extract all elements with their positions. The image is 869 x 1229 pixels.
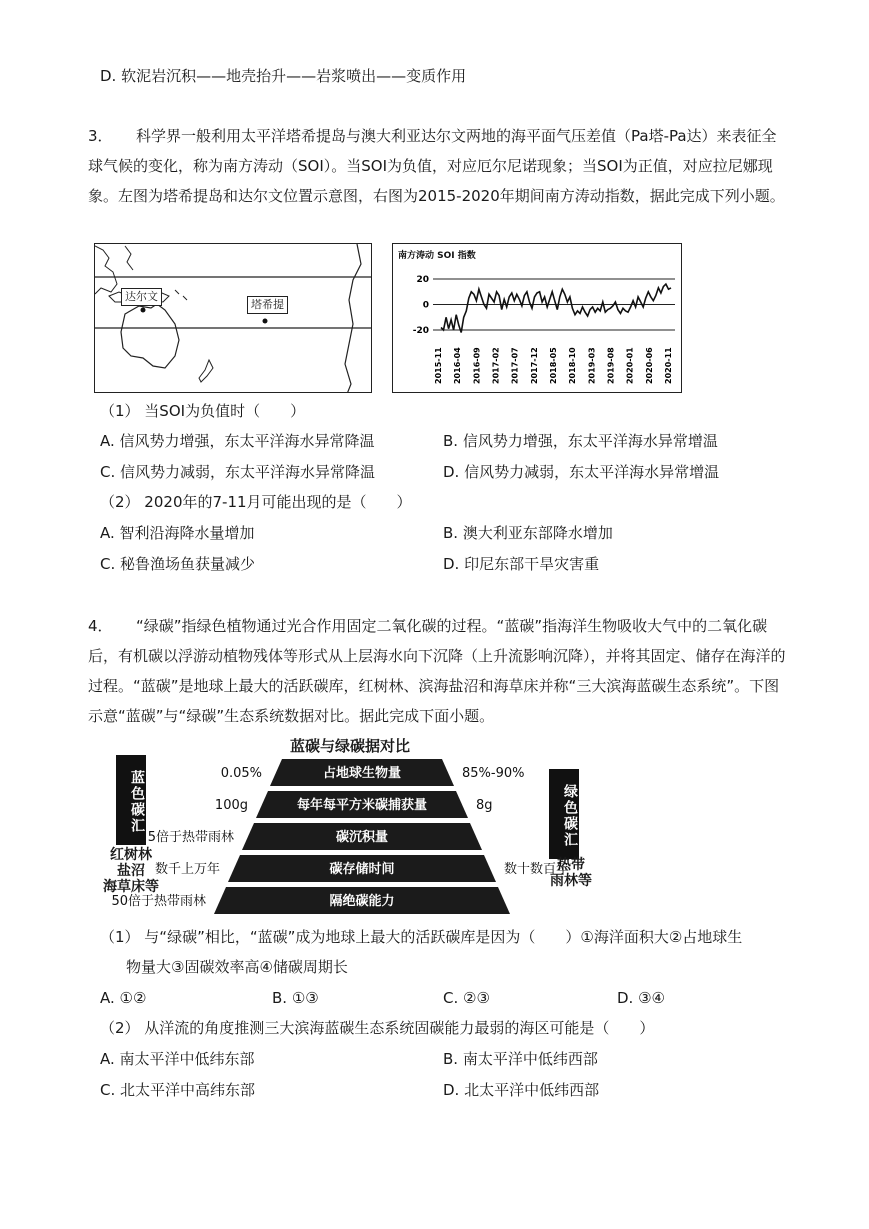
- q3-sub1-option-d[interactable]: D. 信风势力减弱，东太平洋海水异常增温: [443, 463, 720, 481]
- q3-stem-text: 科学界一般利用太平洋塔希提岛与澳大利亚达尔文两地的海平面气压差值（Pa塔-Pa达）来表征全球气候的变化，称为南方涛动（SOI）。当SOI为负值，对应厄尔尼诺现象；当SOI为正值，对应拉尼娜现象。左图为塔希提岛和达尔文位置示意图，右图为2015-2020年期间南方涛动指数，据此完成下列小题。: [88, 127, 785, 205]
- q4-sub2-option-a[interactable]: A. 南太平洋中低纬东部: [100, 1050, 255, 1068]
- soi-xtick-label: 2015-11: [434, 347, 443, 384]
- q4-sub1-option-c[interactable]: C. ②③: [443, 989, 490, 1007]
- q4-sub1-option-d[interactable]: D. ③④: [617, 989, 665, 1007]
- q3-sub1-stem: （1） 当SOI为负值时（ ）: [100, 402, 306, 420]
- map-drawing: [95, 244, 372, 393]
- soi-xtick-label: 2018-10: [568, 347, 578, 384]
- new-zealand: [199, 360, 213, 382]
- tahiti-dot: [263, 319, 268, 324]
- soi-chart-svg: [393, 244, 680, 391]
- q3-number: 3．: [88, 127, 113, 145]
- q3-sub1-option-a[interactable]: A. 信风势力增强，东太平洋海水异常降温: [100, 432, 375, 450]
- green-example-1: 热带: [557, 857, 585, 873]
- soi-ytick-label: 0: [422, 300, 429, 311]
- blue-carbon-value: 50倍于热带雨林: [111, 894, 206, 909]
- q4-stem: [88, 611, 788, 731]
- tahiti-label: 塔希提: [247, 296, 288, 314]
- q3-sub2-option-c[interactable]: C. 秘鲁渔场鱼获量减少: [100, 555, 256, 573]
- blue-example-3: 海草床等: [103, 879, 159, 895]
- soi-chart: [392, 243, 682, 393]
- q4-sub2-option-c[interactable]: C. 北太平洋中高纬东部: [100, 1081, 256, 1099]
- soi-xtick-label: 2020-01: [625, 347, 635, 384]
- q4-sub1-option-a[interactable]: A. ①②: [100, 989, 147, 1007]
- soi-ytick-label: 20: [416, 275, 429, 285]
- carbon-figure-title: 蓝碳与绿碳据对比: [290, 737, 411, 755]
- blue-carbon-value: 数千上万年: [154, 862, 220, 877]
- soi-xtick-label: 2018-05: [549, 347, 558, 384]
- q4-sub1-stem-line2: 物量大③固碳效率高④储碳周期长: [126, 958, 348, 976]
- blue-carbon-value: 0.05%: [220, 766, 262, 781]
- q3-sub1-option-c[interactable]: C. 信风势力减弱，东太平洋海水异常降温: [100, 463, 376, 481]
- green-carbon-sink-label: 绿色碳汇: [549, 769, 579, 859]
- pyramid-band-label: 碳沉积量: [335, 830, 389, 845]
- asia-coast: [95, 246, 117, 294]
- soi-xtick-label: 2020-06: [644, 347, 654, 384]
- green-carbon-value: 数十数百年: [504, 862, 570, 877]
- q3-sub2-stem: （2） 2020年的7-11月可能出现的是（ ）: [100, 493, 412, 511]
- q4-stem-text: “绿碳”指绿色植物通过光合作用固定二氧化碳的过程。“蓝碳”指海洋生物吸收大气中的二氧化碳后，有机碳以浮游动植物残体等形式从上层海水向下沉降（上升流影响沉降），并将其固定、储存在海洋的过程。“蓝碳”是地球上最大的活跃碳库，红树林、滨海盐沼和海草床并称“三大滨海蓝碳生态系统”。下图示意“蓝碳”与“绿碳”生态系统数据对比。据此完成下面小题。: [88, 617, 786, 725]
- blue-carbon-value: 100g: [214, 798, 248, 813]
- q4-sub2-option-b[interactable]: B. 南太平洋中低纬西部: [443, 1050, 598, 1068]
- blue-carbon-sink-label: 蓝色碳汇: [116, 755, 146, 845]
- carbon-pyramid: [94, 735, 614, 915]
- pacific-map: [94, 243, 372, 393]
- south-america-coast: [345, 244, 361, 393]
- q3-sub1-option-b[interactable]: B. 信风势力增强，东太平洋海水异常增温: [443, 432, 718, 450]
- carbon-comparison-figure: [94, 735, 614, 915]
- prev-option-d: D. 软泥岩沉积——地壳抬升——岩浆喷出——变质作用: [100, 67, 467, 85]
- darwin-dot: [141, 308, 146, 313]
- q4-sub1-stem-line1: （1） 与“绿碳”相比，“蓝碳”成为地球上最大的活跃碳库是因为（ ）①海洋面积大②占地球生: [100, 928, 743, 946]
- australia: [121, 304, 179, 368]
- darwin-label: 达尔文: [121, 288, 162, 306]
- green-carbon-value: 85%-90%: [462, 766, 525, 781]
- soi-xtick-label: 2019-03: [587, 347, 597, 384]
- soi-xtick-label: 2019-08: [606, 347, 616, 384]
- island-2: [175, 290, 187, 300]
- soi-series-line: [441, 284, 671, 332]
- soi-xtick-label: 2016-04: [453, 347, 463, 384]
- q3-sub2-option-a[interactable]: A. 智利沿海降水量增加: [100, 524, 255, 542]
- q4-sub2-option-d[interactable]: D. 北太平洋中低纬西部: [443, 1081, 600, 1099]
- green-carbon-value: 8g: [476, 798, 493, 813]
- pyramid-band-label: 占地球生物量: [322, 766, 402, 781]
- soi-chart-title: 南方涛动 SOI 指数: [398, 251, 476, 261]
- pyramid-band-label: 碳存储时间: [329, 862, 395, 877]
- q4-number: 4．: [88, 617, 113, 635]
- blue-carbon-value: 5倍于热带雨林: [147, 830, 234, 845]
- pyramid-band-label: 隔绝碳能力: [329, 894, 395, 909]
- q4-sub2-stem: （2） 从洋流的角度推测三大滨海蓝碳生态系统固碳能力最弱的海区可能是（ ）: [100, 1019, 655, 1037]
- soi-xtick-label: 2017-02: [491, 347, 501, 384]
- soi-ytick-label: -20: [412, 326, 429, 336]
- q4-sub1-option-b[interactable]: B. ①③: [272, 989, 319, 1007]
- soi-xtick-label: 2017-12: [529, 347, 539, 384]
- soi-xtick-label: 2020-11: [664, 347, 673, 384]
- q3-sub2-option-d[interactable]: D. 印尼东部干旱灾害重: [443, 555, 600, 573]
- soi-xtick-label: 2017-07: [510, 347, 520, 384]
- japan-coast: [125, 246, 133, 270]
- blue-example-2: 盐沼: [117, 863, 145, 879]
- green-example-2: 雨林等: [550, 873, 592, 889]
- q3-stem: [88, 121, 788, 211]
- pyramid-band-label: 每年每平方米碳捕获量: [296, 798, 428, 813]
- blue-example-1: 红树林: [110, 847, 152, 863]
- soi-xtick-label: 2016-09: [472, 347, 482, 384]
- q3-sub2-option-b[interactable]: B. 澳大利亚东部降水增加: [443, 524, 613, 542]
